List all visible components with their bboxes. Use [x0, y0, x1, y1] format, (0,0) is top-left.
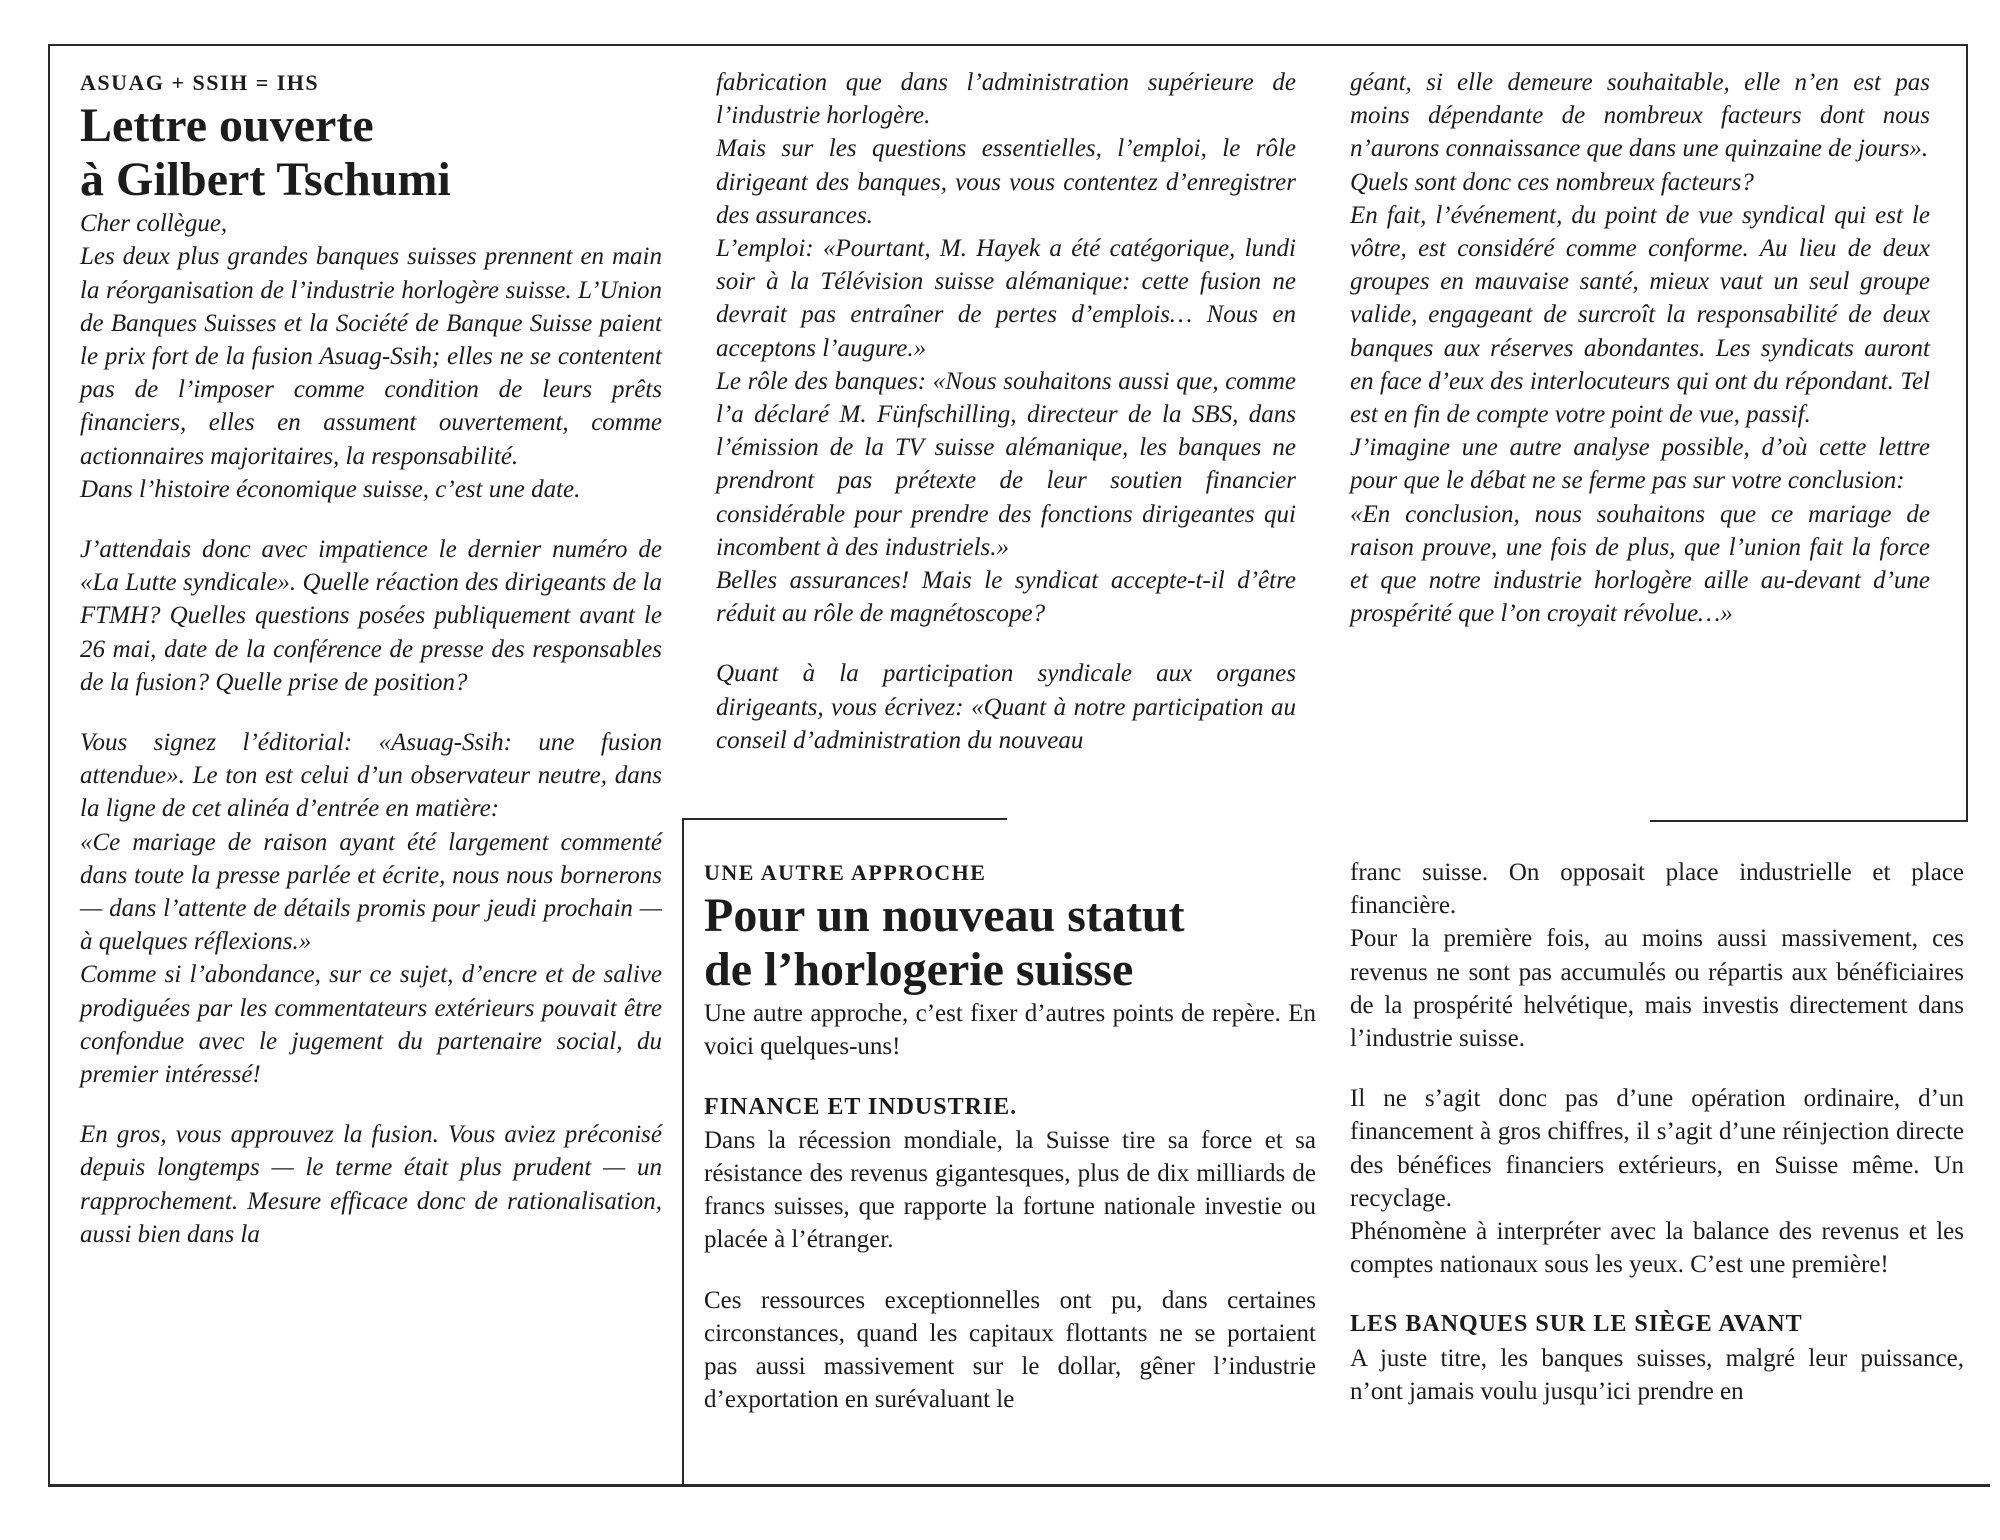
letter-paragraph: En gros, vous approuvez la fusion. Vous aviez préconisé depuis longtemps — le terme était plus prudent — un rapprochement. Mesure efficace donc de rationalisation, aussi bien dans la: [80, 1121, 662, 1248]
article2-paragraph: A juste titre, les banques suisses, malgré leur puissance, n’ont jamais voulu jusqu’ici prendre en: [1350, 1344, 1964, 1405]
letter-paragraph: Quant à la participation syndicale aux organes dirigeants, vous écrivez: «Quant à notre participation au conseil d’administration du nouveau: [716, 660, 1296, 754]
article2-headline: Pour un nouveau statut de l’horlogerie suisse: [704, 889, 1185, 997]
letter-kicker: ASUAG + SSIH = IHS: [80, 70, 320, 95]
article2-column-1: [704, 856, 1316, 1416]
article2-paragraph: Dans la récession mondiale, la Suisse tire sa force et sa résistance des revenus gigantesques, plus de dix milliards de francs suisses, que rapporte la fortune nationale investie ou placée à l’étranger.: [704, 1126, 1316, 1254]
letter-paragraph: fabrication que dans l’administration supérieure de l’industrie horlogère. Mais sur les questions essentielles, l’emploi, le rôle dirigeant des banques, vous vous contentez d’enregistrer des assurances. L’emploi: «Pourtant, M. Hayek a été catégorique, lundi soir à la Télévision suisse alémanique: cette fusion ne devrait pas entraîner de pertes d’emplois… Nous en acceptons l’augure.» Le rôle des banques: «Nous souhaitons aussi que, comme l’a déclaré M. Fünfschilling, directeur de la SBS, dans l’émission de la TV suisse alémanique, les banques ne prendront pas prétexte de leur soutien financier considérable pour prendre des fonctions dirigeantes qui incombent à des industriels.» Belles assurances! Mais le syndicat accepte-t-il d’être réduit au rôle de magnétoscope?: [716, 69, 1296, 628]
letter-box-bottom-rule: [1650, 820, 1968, 822]
frame-right-rule: [1966, 44, 1968, 822]
letter-paragraph: Cher collègue, Les deux plus grandes banques suisses prennent en main la réorganisation de l’industrie horlogère suisse. L’Union de Banques Suisses et la Société de Banque Suisse paient le prix fort de la fusion Asuag-Ssih; elles ne se contentent pas de l’imposer comme condition de leurs prêts financiers, elles en assument ouvertement, comme actionnaires majoritaires, la responsabilité. Dans l’histoire économique suisse, c’est une date.: [80, 210, 662, 503]
article2-top-rule: [682, 818, 1007, 820]
article2-subhead-banques: LES BANQUES SUR LE SIÈGE AVANT: [1350, 1311, 1803, 1338]
letter-paragraph: Vous signez l’éditorial: «Asuag-Ssih: une fusion attendue». Le ton est celui d’un observateur neutre, dans la ligne de cet alinéa d’entrée en matière: «Ce mariage de raison ayant été largement commenté dans toute la presse parlée et écrite, nous nous bornerons — dans l’attente de détails promis pour jeudi prochain — à quelques réflexions.» Comme si l’abondance, sur ce sujet, d’encre et de salive prodiguées par les commentateurs extérieurs pouvait être confondue avec le jugement du partenaire social, du premier intéressé!: [80, 729, 662, 1089]
article2-subhead-finance: FINANCE ET INDUSTRIE.: [704, 1093, 1018, 1120]
article2-left-rule: [682, 818, 684, 1486]
article2-kicker: UNE AUTRE APPROCHE: [704, 860, 987, 885]
article2-paragraph: Ces ressources exceptionnelles ont pu, dans certaines circonstances, quand les capitaux flottants ne se portaient pas aussi massivement sur le dollar, gêner l’industrie d’exportation en surévaluant le: [704, 1286, 1316, 1414]
article2-paragraph: franc suisse. On opposait place industrielle et place financière. Pour la première fois, au moins aussi massivement, ces revenus ne sont pas accumulés ou répartis aux bénéficiaires de la prospérité helvétique, mais investis directement dans l’industrie suisse.: [1350, 859, 1964, 1053]
frame-bottom-rule: [48, 1484, 1990, 1487]
letter-column-2: [716, 66, 1296, 757]
letter-paragraph: J’attendais donc avec impatience le dernier numéro de «La Lutte syndicale». Quelle réaction des dirigeants de la FTMH? Quelles questions posées publiquement avant le 26 mai, date de la conférence de presse des responsables de la fusion? Quelle prise de position?: [80, 536, 662, 696]
letter-column-1: [80, 66, 662, 1251]
article2-paragraph: Il ne s’agit donc pas d’une opération ordinaire, d’un financement à gros chiffres, il s’agit d’une réinjection directe des bénéfices financiers extérieurs, en Suisse même. Un recyclage. Phénomène à interpréter avec la balance des revenus et les comptes nationaux sous les yeux. C’est une première!: [1350, 1085, 1964, 1279]
article2-intro: Une autre approche, c’est fixer d’autres points de repère. En voici quelques-uns!: [704, 1000, 1316, 1061]
letter-column-3: [1350, 66, 1930, 630]
frame-top-rule: [48, 44, 1968, 46]
letter-paragraph: géant, si elle demeure souhaitable, elle n’en est pas moins dépendante de nombreux facteurs dont nous n’aurons connaissance que dans une quinzaine de jours». Quels sont donc ces nombreux facteurs? En fait, l’événement, du point de vue syndical qui est le vôtre, est considéré comme conforme. Au lieu de deux groupes en mauvaise santé, mieux vaut un seul groupe valide, engageant de surcroît la responsabilité de deux banques aux réserves abondantes. Les syndicats auront en face d’eux des interlocuteurs qui ont du répondant. Tel est en fin de compte votre point de vue, passif. J’imagine une autre analyse possible, d’où cette lettre pour que le débat ne se ferme pas sur votre conclusion: «En conclusion, nous souhaitons que ce mariage de raison prouve, une fois de plus, que l’union fait la force et que notre industrie horlogère aille au-devant d’une prospérité que l’on croyait révolue…»: [1350, 69, 1930, 628]
frame-left-rule: [48, 44, 50, 1486]
letter-headline: Lettre ouverte à Gilbert Tschumi: [80, 99, 451, 207]
article2-column-2: [1350, 856, 1964, 1408]
